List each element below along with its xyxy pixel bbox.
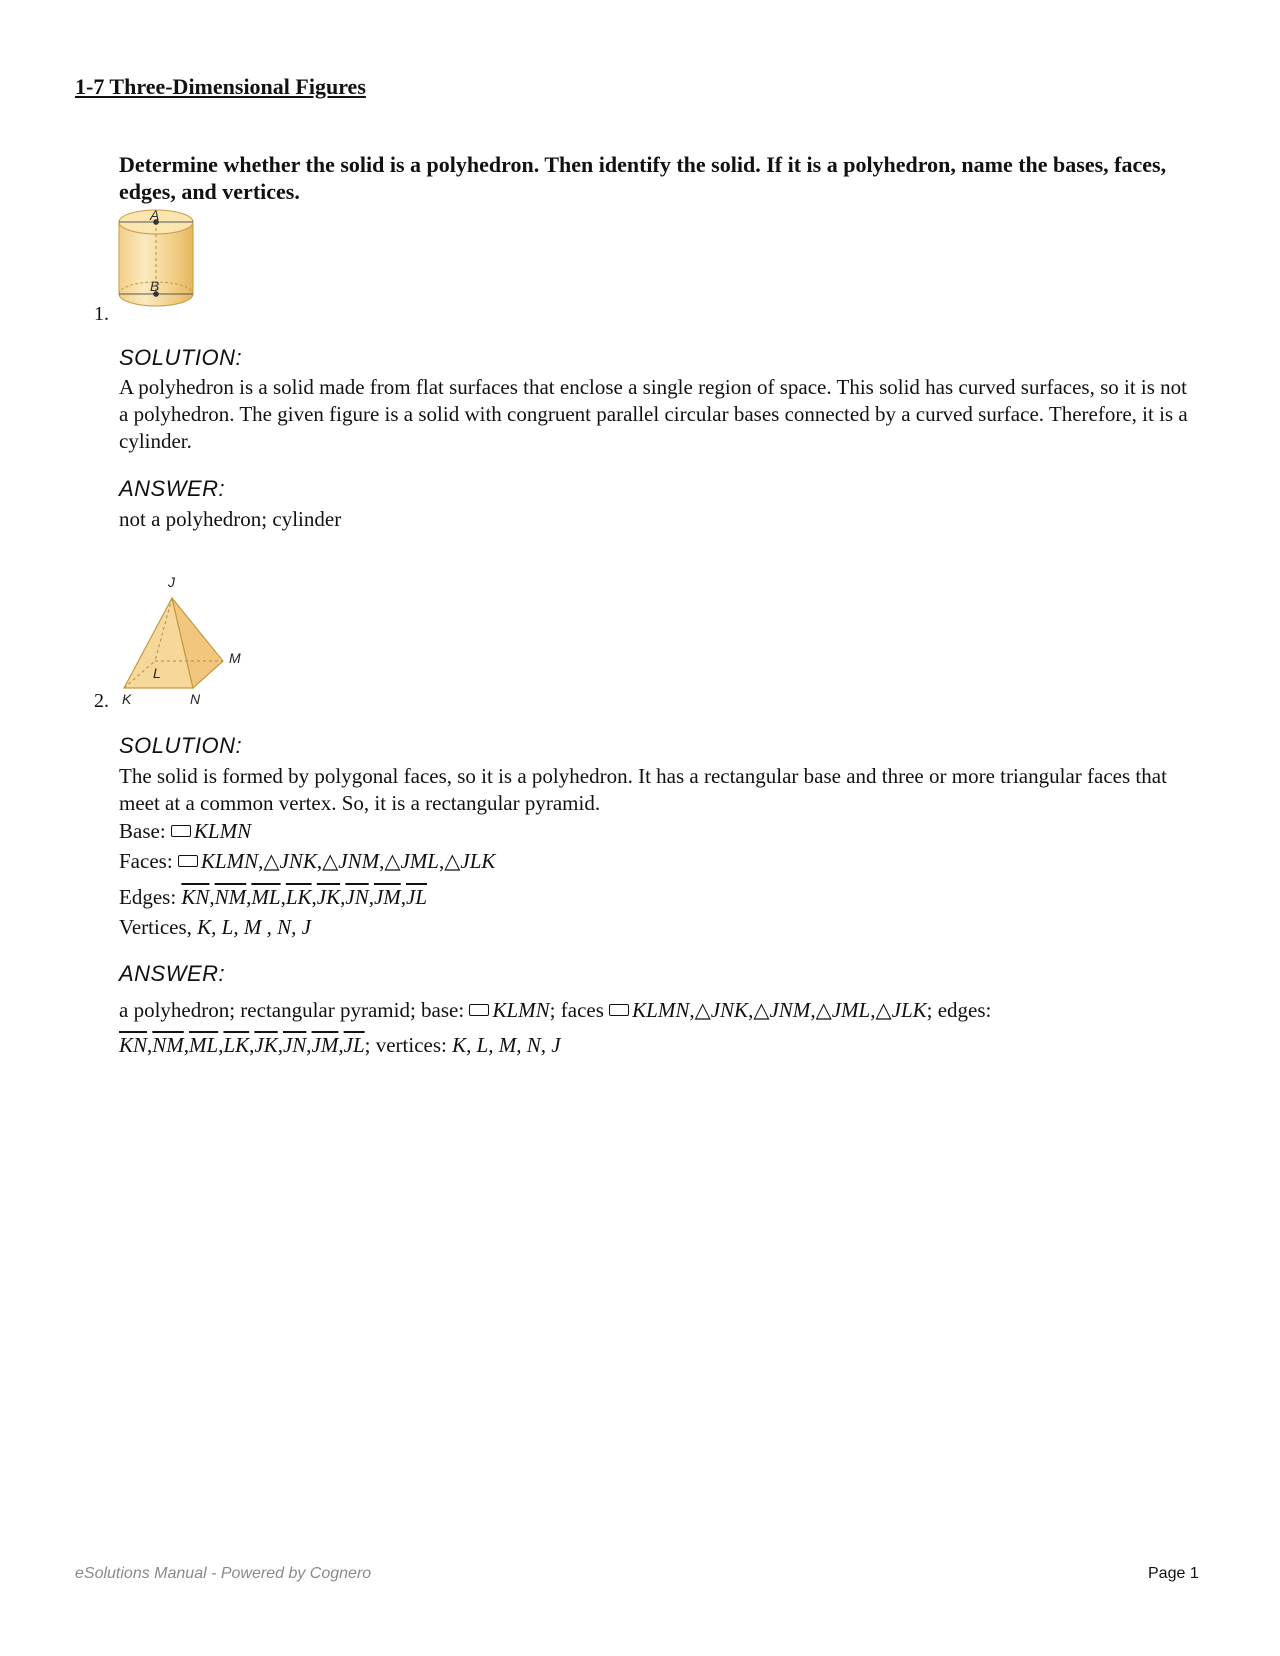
problem-1-solution-text: A polyhedron is a solid made from flat surfaces that enclose a single region of space. This solid has curved surfaces, so it is not a polyhedron. The given figure is a solid with congruent parallel circular bases connected by a curved surface. Therefore, it is a cylinder. — [119, 375, 1188, 453]
face-item: JML — [400, 849, 439, 873]
face-item: KLMN — [632, 998, 690, 1022]
edge-item: $\overline{NM}$ — [152, 1033, 184, 1057]
answer-faces-label: faces — [560, 998, 604, 1022]
answer-base: KLMN — [492, 998, 550, 1022]
answer-edges-label: edges: — [937, 998, 992, 1022]
base-label: Base: — [119, 819, 166, 843]
page-title: 1-7 Three-Dimensional Figures — [75, 74, 366, 99]
problem-2-number: 2. — [94, 690, 109, 712]
answer-prefix: a polyhedron; rectangular pyramid; base: — [119, 998, 465, 1022]
triangle-icon: △ — [322, 849, 339, 873]
face-item: JLK — [891, 998, 927, 1022]
problem-1-answer-label: ANSWER: — [119, 476, 226, 501]
triangle-icon: △ — [694, 998, 711, 1022]
edges-label: Edges: — [119, 885, 177, 909]
edge-item: $\overline{NM}$ — [214, 885, 247, 909]
face-item: JLK — [460, 849, 496, 873]
edge-item: $\overline{LK}$ — [223, 1033, 250, 1057]
rectangle-icon — [469, 1004, 489, 1016]
faces-label: Faces: — [119, 849, 173, 873]
label-a: A — [150, 207, 160, 223]
face-item: KLMN — [200, 849, 259, 873]
label-k: K — [122, 691, 132, 707]
label-m: M — [229, 650, 241, 666]
edge-item: $\overline{JN}$ — [282, 1033, 307, 1057]
label-b: B — [150, 278, 160, 294]
vertices-label: Vertices, — [119, 915, 192, 939]
face-item: JNM — [338, 849, 380, 873]
problem-2-answer-label: ANSWER: — [119, 961, 226, 986]
pyramid-figure — [115, 568, 255, 713]
vertices-line — [119, 912, 311, 942]
edge-item: $\overline{KN}$ — [119, 1033, 148, 1057]
answer-line-1: a polyhedron; rectangular pyramid; base: KLMN; faces KLMN,△JNK,△JNM,△JML,△JLK; edges: — [119, 998, 992, 1022]
label-j: J — [168, 574, 175, 590]
face-item: JNK — [710, 998, 749, 1022]
triangle-icon: △ — [815, 998, 832, 1022]
label-n: N — [190, 691, 201, 707]
answer-line-2: $\overline{KN},\overline{NM},\overline{ML},\overline{LK},\overline{JK},\overline{JN},\overline{JM},\overline{JL}$; vertices: K, L, M, N, J — [119, 1033, 561, 1057]
triangle-icon: △ — [753, 998, 770, 1022]
edge-item: $\overline{LK}$ — [285, 885, 312, 909]
base-value: KLMN — [193, 819, 252, 843]
face-item: JML — [831, 998, 871, 1022]
rectangle-icon — [171, 825, 191, 837]
edge-item: $\overline{ML}$ — [251, 885, 281, 909]
footer-publisher: eSolutions Manual - Powered by Cognero — [75, 1565, 372, 1582]
edge-item: $\overline{JM}$ — [311, 1033, 339, 1057]
edges-line: Edges: $\overline{KN},\overline{NM},\overline{ML},\overline{LK},\overline{JK},\overline{JN},\overline{JM},\overline{JL}$ — [119, 885, 428, 909]
triangle-icon: △ — [384, 849, 401, 873]
edge-item: $\overline{JM}$ — [373, 885, 401, 909]
vertices-value: K, L, M , N, J — [197, 915, 311, 939]
edge-item: $\overline{KN}$ — [181, 885, 210, 909]
problem-2-solution-label: SOLUTION: — [119, 733, 243, 758]
problem-2-solution-text: The solid is formed by polygonal faces, so it is a polyhedron. It has a rectangular base and three or more triangular faces that meet at a common vertex. So, it is a rectangular pyramid. — [119, 764, 1167, 815]
edge-item: $\overline{JK}$ — [316, 885, 341, 909]
face-item: JNM — [769, 998, 811, 1022]
answer-vertices: K, L, M, N, J — [452, 1033, 561, 1057]
rectangle-icon — [178, 855, 198, 867]
rectangle-icon — [609, 1004, 629, 1016]
edge-item: $\overline{JL}$ — [406, 885, 428, 909]
base-line — [119, 816, 251, 846]
problem-1-answer-text: not a polyhedron; cylinder — [119, 507, 342, 531]
label-l: L — [153, 665, 161, 681]
triangle-icon: △ — [444, 849, 461, 873]
edge-item: $\overline{JL}$ — [343, 1033, 365, 1057]
triangle-icon: △ — [875, 998, 892, 1022]
triangle-icon: △ — [263, 849, 280, 873]
problem-1-solution-label: SOLUTION: — [119, 345, 243, 370]
page-number: Page 1 — [1148, 1565, 1199, 1582]
cylinder-figure — [115, 206, 197, 321]
edge-item: $\overline{JN}$ — [345, 885, 369, 909]
answer-vertices-label: vertices: — [375, 1033, 447, 1057]
instructions: Determine whether the solid is a polyhedron. Then identify the solid. If it is a polyhedron, name the bases, faces, edges, and vertices. — [119, 152, 1167, 204]
problem-1-number: 1. — [94, 303, 109, 325]
edge-item: $\overline{ML}$ — [189, 1033, 219, 1057]
faces-line: Faces: KLMN,△JNK,△JNM,△JML,△JLK — [119, 849, 496, 873]
face-item: JNK — [279, 849, 317, 873]
edge-item: $\overline{JK}$ — [254, 1033, 278, 1057]
